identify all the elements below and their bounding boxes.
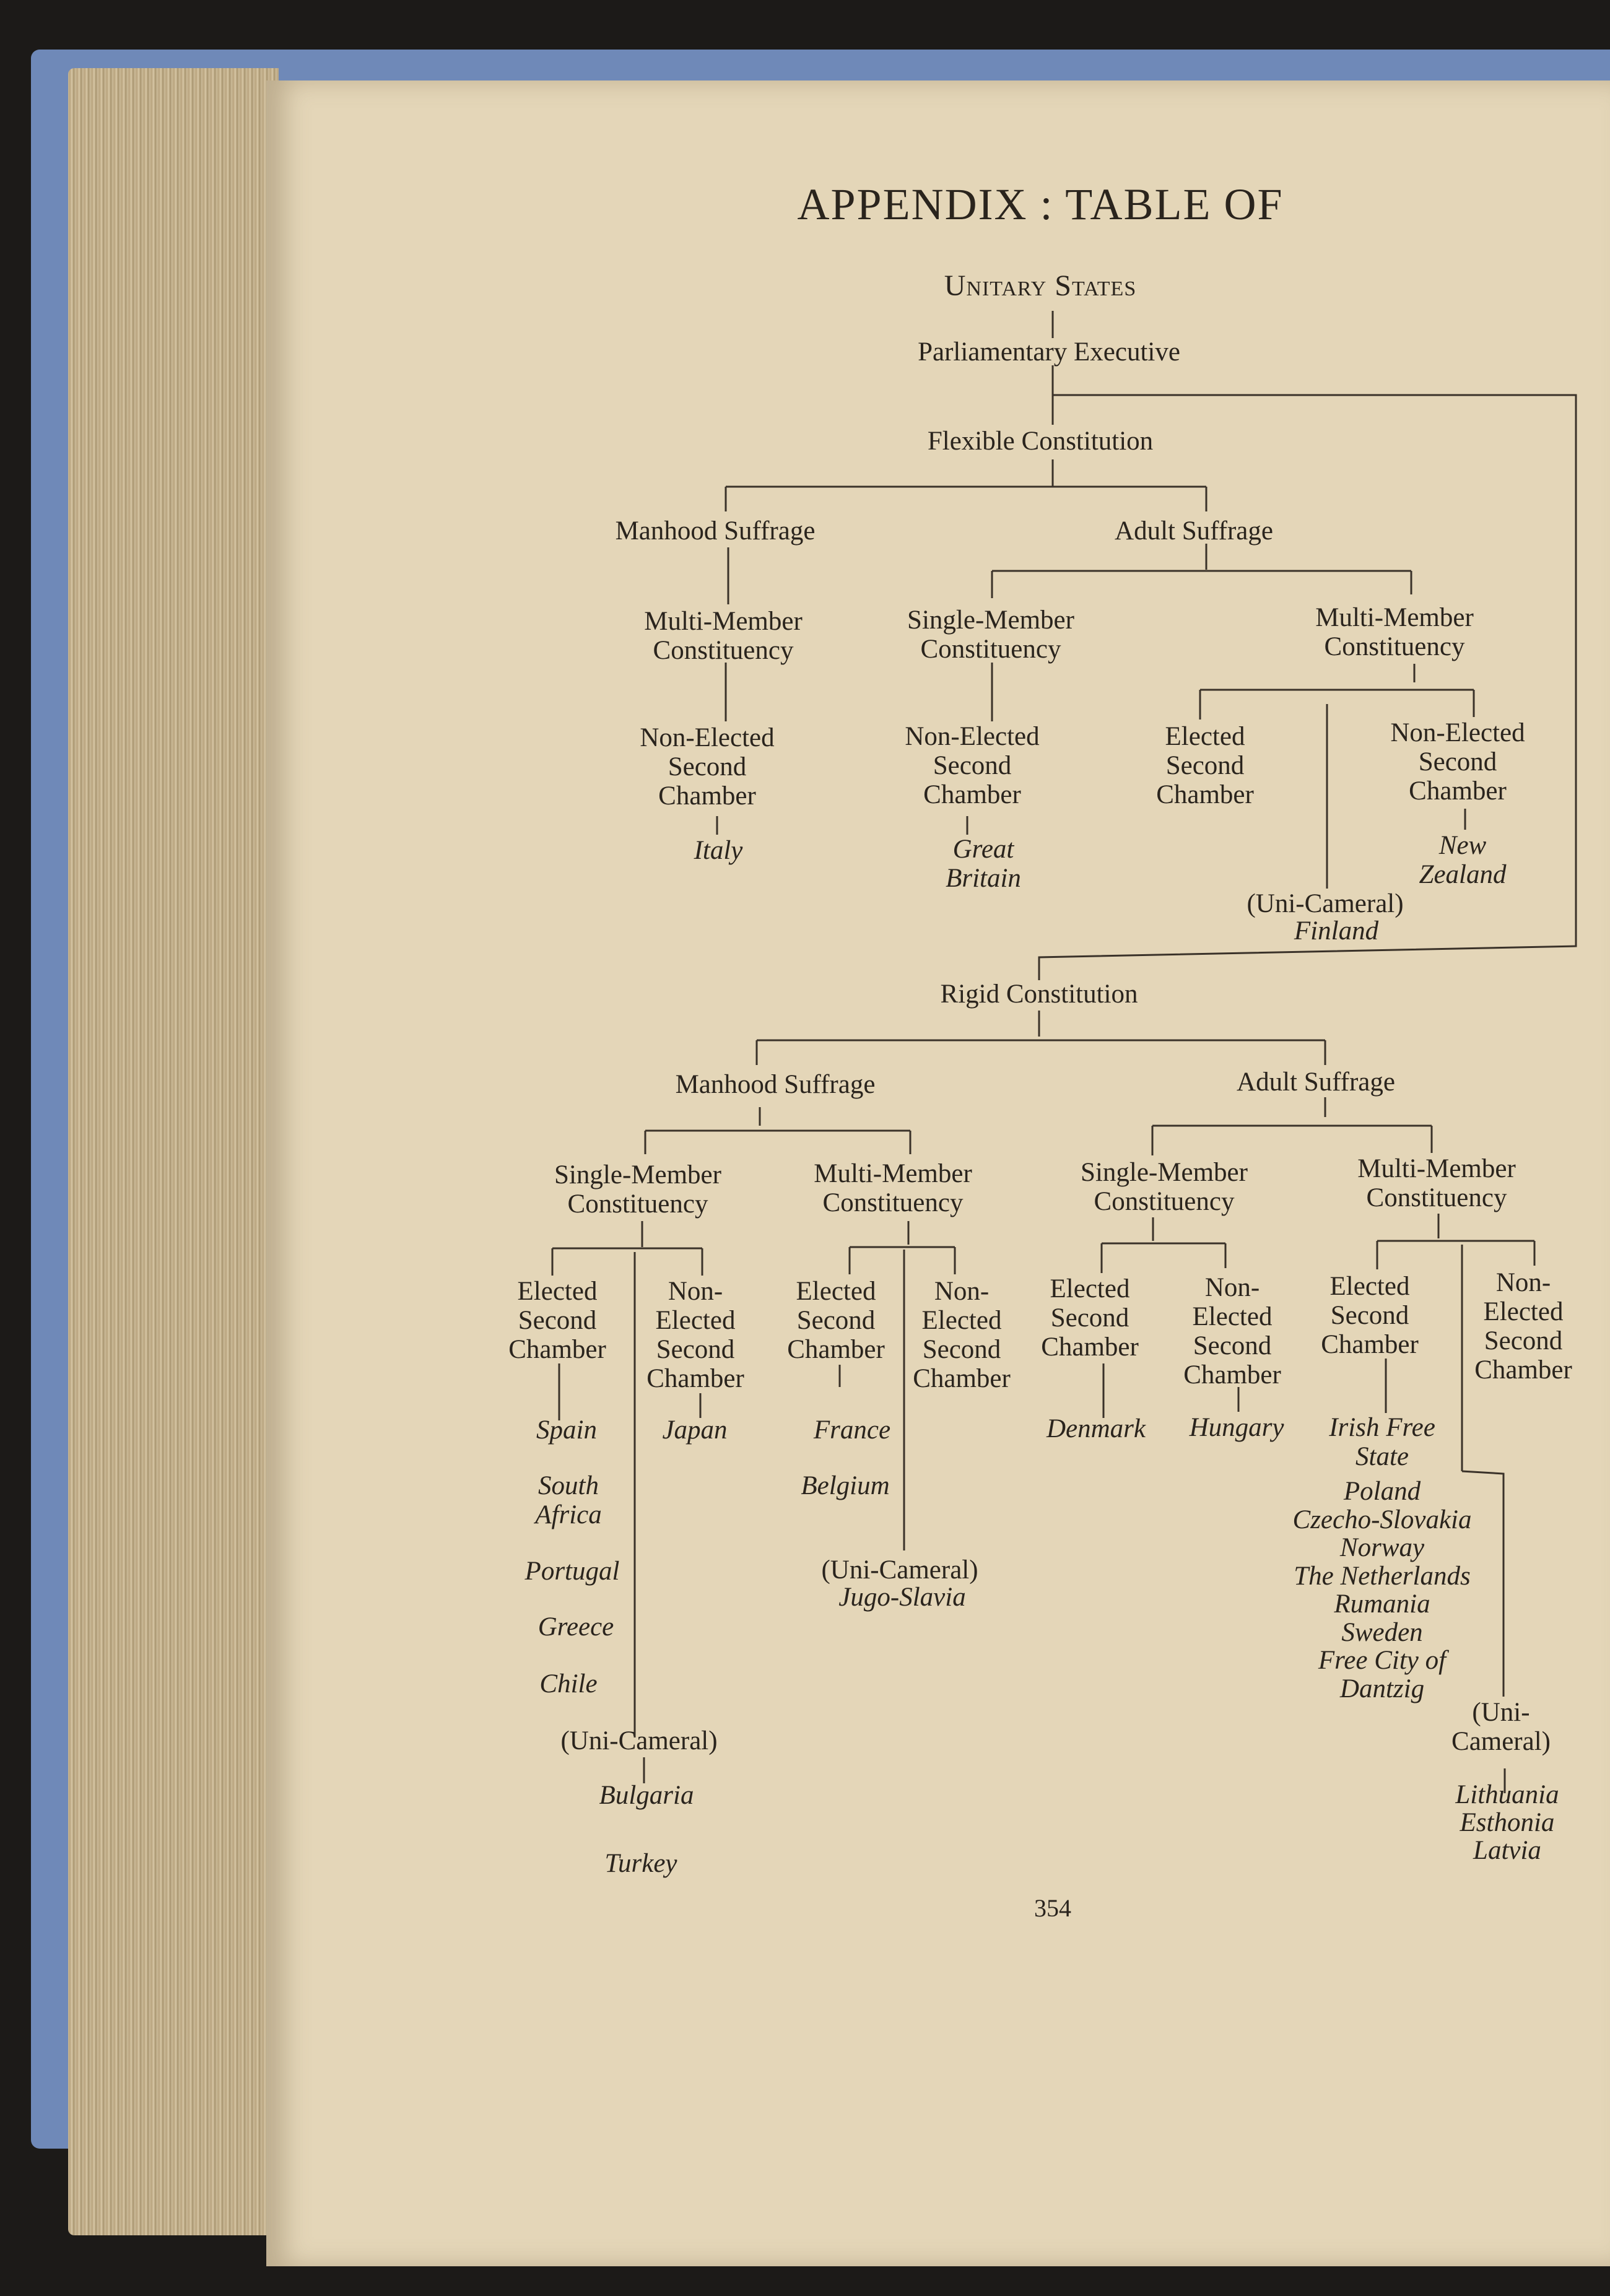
node-flexible-constitution: Flexible Constitution	[927, 427, 1154, 456]
country-chile: Chile	[539, 1669, 598, 1698]
node-flex-single-member: Single-Member Constituency	[907, 606, 1074, 664]
country-spain: Spain	[536, 1415, 597, 1445]
country-italy: Italy	[694, 836, 743, 865]
node-rigid-mm-non-elected: Non- Elected Second Chamber	[913, 1277, 1011, 1393]
node-flex-non-elected-1: Non-Elected Second Chamber	[640, 723, 775, 811]
node-rigid-m-multi-member: Multi-Member Constituency	[814, 1159, 972, 1217]
node-flex-adult-suffrage: Adult Suffrage	[1115, 516, 1273, 546]
node-rigid-a-multi-member: Multi-Member Constituency	[1357, 1154, 1516, 1212]
node-flex-multi-member-2: Multi-Member Constituency	[1315, 603, 1474, 661]
node-rigid-ms-elected: Elected Second Chamber	[508, 1277, 606, 1364]
country-hungary: Hungary	[1189, 1413, 1284, 1442]
node-rigid-constitution: Rigid Constitution	[940, 980, 1138, 1009]
country-list-baltic: Lithuania Esthonia Latvia	[1455, 1780, 1559, 1865]
node-rigid-adult-suffrage: Adult Suffrage	[1237, 1068, 1395, 1097]
country-turkey: Turkey	[604, 1849, 677, 1878]
page-number: 354	[1034, 1894, 1071, 1922]
page-title: APPENDIX : TABLE OF	[797, 180, 1284, 229]
node-rigid-manhood-suffrage: Manhood Suffrage	[675, 1070, 876, 1099]
node-flex-non-elected-2: Non-Elected Second Chamber	[905, 722, 1040, 809]
node-rigid-as-elected: Elected Second Chamber	[1041, 1274, 1139, 1362]
node-flex-multi-member: Multi-Member Constituency	[644, 607, 803, 665]
node-parliamentary-executive: Parliamentary Executive	[918, 337, 1180, 367]
node-flex-elected: Elected Second Chamber	[1156, 722, 1254, 809]
node-rigid-mm-elected: Elected Second Chamber	[787, 1277, 885, 1364]
node-flex-manhood-suffrage: Manhood Suffrage	[615, 516, 816, 546]
node-rigid-uni-cameral-1: (Uni-Cameral)	[560, 1726, 718, 1755]
node-rigid-uni-cameral-2: (Uni-Cameral)	[821, 1555, 978, 1585]
node-rigid-a-single-member: Single-Member Constituency	[1081, 1158, 1248, 1216]
country-denmark: Denmark	[1046, 1414, 1146, 1443]
country-jugo-slavia: Jugo-Slavia	[838, 1583, 966, 1612]
node-rigid-ms-non-elected: Non- Elected Second Chamber	[646, 1277, 744, 1393]
country-portugal: Portugal	[524, 1557, 620, 1586]
node-rigid-am-elected: Elected Second Chamber	[1321, 1272, 1419, 1359]
country-japan: Japan	[662, 1415, 728, 1445]
node-flex-uni-cameral: (Uni-Cameral)	[1247, 889, 1404, 918]
country-list-adult-multi: Poland Czecho-Slovakia Norway The Netherlands Rumania Sweden Free City of Dantzig	[1292, 1477, 1472, 1703]
country-great-britain: Great Britain	[946, 835, 1021, 893]
country-france: France	[813, 1415, 891, 1445]
country-south-africa: South Africa	[535, 1471, 602, 1529]
node-rigid-am-non-elected: Non- Elected Second Chamber	[1474, 1268, 1572, 1385]
country-bulgaria: Bulgaria	[599, 1781, 694, 1810]
country-irish-free-state: Irish Free State	[1329, 1413, 1435, 1471]
node-flex-non-elected-3: Non-Elected Second Chamber	[1390, 718, 1525, 806]
root-unitary-states: Unitary States	[944, 269, 1137, 302]
country-belgium: Belgium	[801, 1471, 890, 1500]
country-greece: Greece	[537, 1612, 614, 1642]
country-new-zealand: New Zealand	[1419, 831, 1507, 889]
node-rigid-uni-cameral-3: (Uni- Cameral)	[1451, 1698, 1551, 1756]
country-finland: Finland	[1294, 916, 1379, 946]
node-rigid-as-non-elected: Non- Elected Second Chamber	[1183, 1273, 1281, 1389]
node-rigid-m-single-member: Single-Member Constituency	[554, 1160, 721, 1219]
